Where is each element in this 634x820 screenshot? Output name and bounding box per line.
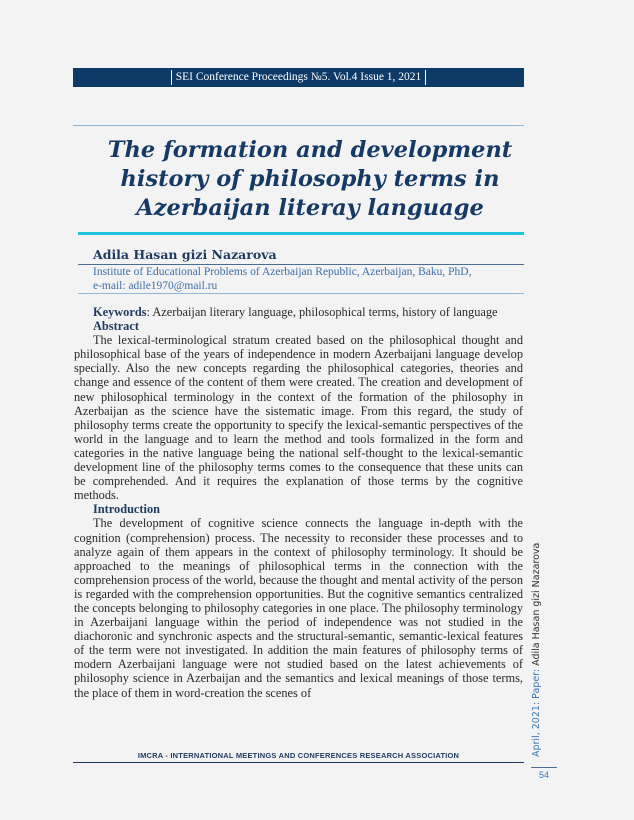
affiliation-rule — [78, 293, 524, 294]
footer-rule — [73, 762, 524, 763]
affiliation-institution: Institute of Educational Problems of Azerbaijan Republic, Azerbaijan, Baku, PhD, — [93, 266, 472, 278]
keywords-text: : Azerbaijan literary language, philosophical terms, history of language — [146, 305, 498, 319]
footer-association: IMCRA - INTERNATIONAL MEETINGS AND CONFERENCES RESEARCH ASSOCIATION — [137, 751, 460, 760]
title-top-rule — [73, 125, 524, 126]
introduction-heading: Introduction — [93, 502, 160, 517]
sidebar-author: Adila Hasan gizi Nazarova — [531, 542, 542, 666]
title-bottom-rule — [78, 232, 524, 235]
journal-header-text: SEI Conference Proceedings №5. Vol.4 Issue 1, 2021 — [171, 70, 427, 85]
keywords-paragraph — [74, 305, 523, 319]
author-affiliation — [93, 266, 523, 293]
abstract-text: The lexical-terminological stratum created based on the philosophical thought and philosophical base of the years of independence in modern Azerbaijani language develop specially. Also the new concepts regarding the philosophical categories, theories and change and essence of the content of them were created. The creation and development of new philosophical terminology in the context of the formation of the philosophy in Azerbaijan as the science have the sistematic image. From this regard, the study of philosophy terms create the opportunity to specify the lexical-semantic perspectives of the world in the language and to learn the method and tools formalized in the form and categories in the native language being the national self-thought to the lexical-semantic development line of the philosophy terms comes to the consequence that these units can be comprehended. And it requires the explanation of those terms by the cognitive methods. — [74, 333, 523, 503]
article-title — [73, 136, 547, 223]
page-number: 54 — [538, 770, 549, 780]
title-line-1: The formation and development — [107, 137, 513, 163]
title-line-3: Azerbaijan literay language — [136, 195, 484, 221]
introduction-text: The development of cognitive science connects the language in-depth with the cognition (comprehension) process. The necessity to reconsider these processes and to analyze again of them appears in the context of philosophy terminology. It should be approached to the meanings of philosophical terms in the connection with the comprehension process of the world, because the thought and mental activity of the person is regarded with the comprehension opportunities. But the cognitive semantics centralized the concepts belonging to philosophy categories in one place. The philosophy terminology in Azerbaijani language within the period of independence was not studied in the diachoronic and synchronic aspects and the structural-semantic, semantic-lexical features of the term were not investigated. In addition the main features of philosophy terms of modern Azerbaijani language were not studied based on the latest achievements of philosophy science in Azerbaijan and the semantics and lexical meanings of those terms, the place of them in word-creation the scenes of — [74, 516, 523, 700]
page-number-rule — [531, 767, 557, 768]
keywords-label: Keywords — [93, 305, 147, 319]
affiliation-email[interactable]: e-mail: adile1970@mail.ru — [93, 279, 218, 292]
journal-header-band — [73, 68, 524, 87]
abstract-heading: Abstract — [93, 319, 139, 334]
sidebar-date: April, 2021: Paper: — [531, 665, 542, 757]
title-line-2: history of philosophy terms in — [120, 166, 500, 192]
article-body — [74, 305, 523, 700]
sidebar-text — [531, 543, 543, 757]
author-name: Adila Hasan gizi Nazarova — [93, 247, 277, 262]
author-rule — [78, 264, 524, 265]
